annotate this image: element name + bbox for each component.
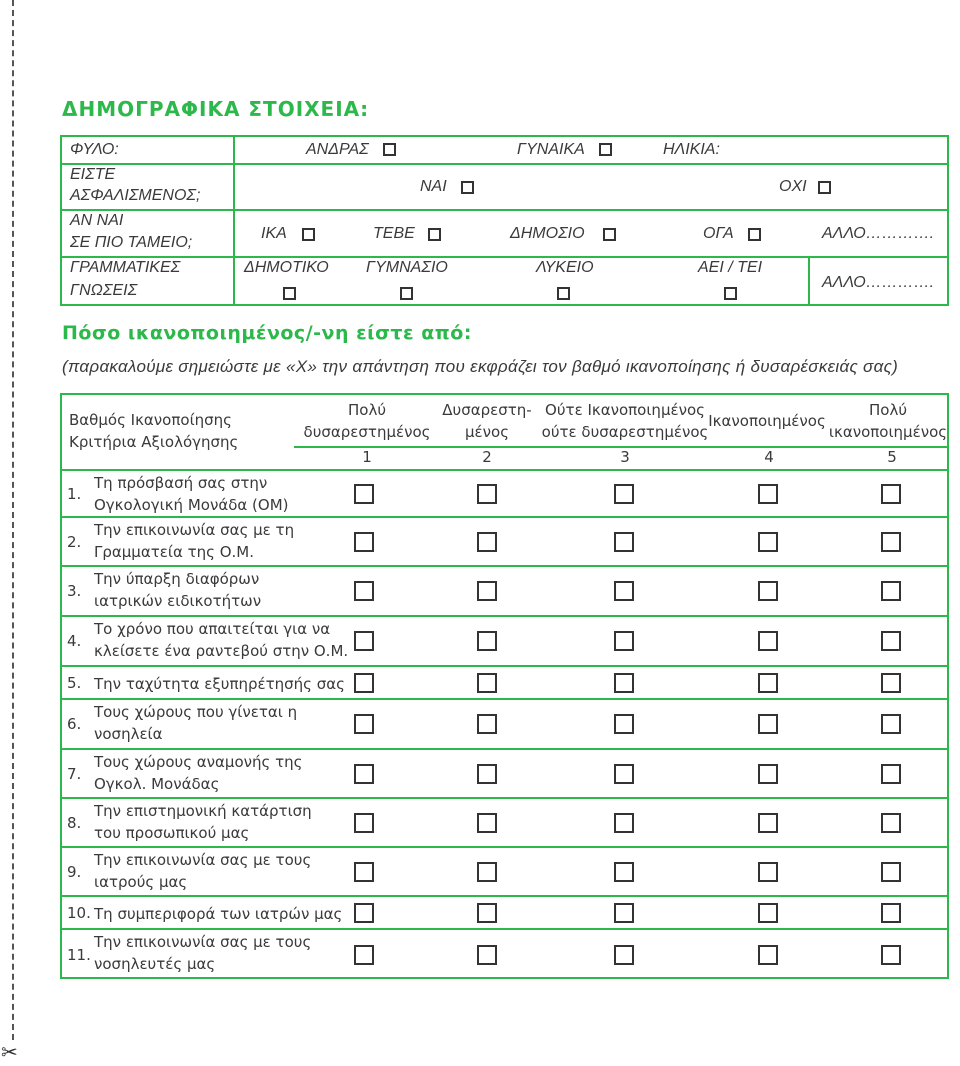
criterion-label bbox=[94, 673, 345, 695]
edu-other-label: ΑΛΛΟ…………. bbox=[822, 274, 935, 291]
rating-checkbox-1[interactable] bbox=[354, 862, 374, 882]
edu-gymnasium-label: ΓΥΜΝΑΣΙΟ bbox=[366, 259, 448, 276]
scissors-icon: ✂ bbox=[1, 1040, 18, 1064]
fund-oga-label: ΟΓΑ bbox=[703, 225, 734, 242]
rating-checkbox-4[interactable] bbox=[758, 673, 778, 693]
no-label: ΟΧΙ bbox=[779, 178, 807, 195]
male-label: ΑΝΔΡΑΣ bbox=[306, 141, 369, 158]
female-checkbox[interactable] bbox=[599, 143, 612, 156]
rating-checkbox-4[interactable] bbox=[758, 484, 778, 504]
satisfaction-title: Πόσο ικανοποιημένος/-νη είστε από: bbox=[62, 322, 472, 344]
divider bbox=[808, 256, 810, 306]
header-left-label: Βαθμός Ικανοποίησης bbox=[69, 411, 232, 429]
column-header-line: δυσαρεστημένος bbox=[303, 423, 431, 441]
criterion-label bbox=[94, 849, 311, 893]
rating-checkbox-5[interactable] bbox=[881, 631, 901, 651]
fund-tebe-checkbox[interactable] bbox=[428, 228, 441, 241]
rating-checkbox-3[interactable] bbox=[614, 673, 634, 693]
scale-1: 1 bbox=[362, 448, 372, 466]
criterion-label bbox=[94, 568, 261, 612]
insured-label-2: ΑΣΦΑΛΙΣΜΕΝΟΣ; bbox=[70, 187, 201, 204]
rating-checkbox-4[interactable] bbox=[758, 714, 778, 734]
criterion-label-line: Την επικοινωνία σας με τη bbox=[94, 521, 295, 539]
fund-public-label: ΔΗΜΟΣΙΟ bbox=[510, 225, 585, 242]
column-header-2 bbox=[432, 399, 542, 443]
criterion-label-line: ιατρούς μας bbox=[94, 873, 188, 891]
criterion-label-line: Ογκολογική Μονάδα (ΟΜ) bbox=[94, 496, 289, 514]
divider bbox=[62, 256, 947, 258]
edu-lyceum-label: ΛΥΚΕΙΟ bbox=[536, 259, 594, 276]
scale-5: 5 bbox=[887, 448, 897, 466]
criterion-label-line: Την επιστημονική κατάρτιση bbox=[94, 802, 312, 820]
yes-checkbox[interactable] bbox=[461, 181, 474, 194]
row-divider bbox=[62, 895, 947, 897]
criterion-number: 10. bbox=[67, 903, 91, 922]
rating-checkbox-4[interactable] bbox=[758, 813, 778, 833]
row-divider bbox=[62, 846, 947, 848]
rating-checkbox-1[interactable] bbox=[354, 764, 374, 784]
criterion-label bbox=[94, 800, 312, 844]
scale-2: 2 bbox=[482, 448, 492, 466]
column-header-line: Δυσαρεστη- bbox=[442, 401, 532, 419]
criterion-label-line: νοσηλεία bbox=[94, 725, 163, 743]
edu-lyceum-checkbox[interactable] bbox=[557, 287, 570, 300]
criterion-number: 4. bbox=[67, 632, 82, 650]
criterion-number: 8. bbox=[67, 813, 82, 832]
criterion-label bbox=[94, 472, 289, 516]
rating-checkbox-2[interactable] bbox=[477, 714, 497, 734]
criterion-label bbox=[94, 931, 311, 975]
fund-label-2: ΣΕ ΠΙΟ ΤΑΜΕΙΟ; bbox=[70, 234, 193, 251]
education-label-2: ΓΝΩΣΕΙΣ bbox=[70, 282, 138, 299]
rating-checkbox-4[interactable] bbox=[758, 862, 778, 882]
scale-3: 3 bbox=[620, 448, 630, 466]
scale-4: 4 bbox=[764, 448, 774, 466]
column-header-1 bbox=[287, 399, 447, 443]
rating-checkbox-1[interactable] bbox=[354, 484, 374, 504]
rating-checkbox-3[interactable] bbox=[614, 581, 634, 601]
row-divider bbox=[62, 665, 947, 667]
criterion-number: 2. bbox=[67, 532, 82, 551]
criterion-label bbox=[94, 903, 342, 925]
row-divider bbox=[62, 698, 947, 700]
criterion-label-line: Τη πρόσβασή σας στην bbox=[94, 474, 268, 492]
divider bbox=[62, 209, 947, 211]
header-left-label-2: Κριτήρια Αξιολόγησης bbox=[69, 433, 239, 451]
criterion-label-line: Το χρόνο που απαιτείται για να bbox=[94, 620, 331, 638]
criterion-label-line: Την ταχύτητα εξυπηρέτησής σας bbox=[94, 674, 345, 693]
row-divider bbox=[62, 565, 947, 567]
insured-label: ΕΙΣΤΕ bbox=[70, 166, 116, 183]
criterion-label bbox=[94, 519, 294, 563]
criterion-label bbox=[94, 751, 302, 795]
criterion-label-line: Τους χώρους που γίνεται η bbox=[94, 703, 298, 721]
rating-checkbox-4[interactable] bbox=[758, 903, 778, 923]
rating-checkbox-4[interactable] bbox=[758, 532, 778, 552]
fund-oga-checkbox[interactable] bbox=[748, 228, 761, 241]
rating-checkbox-2[interactable] bbox=[477, 532, 497, 552]
edu-primary-label: ΔΗΜΟΤΙΚΟ bbox=[244, 259, 329, 276]
rating-checkbox-3[interactable] bbox=[614, 813, 634, 833]
criterion-number: 5. bbox=[67, 673, 82, 692]
criterion-number: 11. bbox=[67, 945, 91, 964]
criterion-label-line: Την ύπαρξη διαφόρων bbox=[94, 570, 260, 588]
edu-university-checkbox[interactable] bbox=[724, 287, 737, 300]
row-divider bbox=[62, 928, 947, 930]
row-divider bbox=[62, 797, 947, 799]
rating-checkbox-3[interactable] bbox=[614, 945, 634, 965]
column-header-line: μένος bbox=[464, 423, 509, 441]
criterion-number: 7. bbox=[67, 764, 82, 783]
row-divider bbox=[62, 748, 947, 750]
rating-checkbox-3[interactable] bbox=[614, 764, 634, 784]
instruction-text: (παρακαλούμε σημειώστε με «Χ» την απάντηση που εκφράζει τον βαθμό ικανοποίησης ή δυσαρέσκειάς σας) bbox=[62, 357, 899, 376]
demographics-table bbox=[60, 135, 949, 306]
rating-checkbox-3[interactable] bbox=[614, 532, 634, 552]
criterion-label-line: Τους χώρους αναμονής της bbox=[94, 753, 303, 771]
rating-checkbox-2[interactable] bbox=[477, 673, 497, 693]
rating-checkbox-5[interactable] bbox=[881, 532, 901, 552]
rating-checkbox-5[interactable] bbox=[881, 581, 901, 601]
rating-checkbox-4[interactable] bbox=[758, 945, 778, 965]
column-header-line: ούτε δυσαρεστημένος bbox=[541, 423, 709, 441]
criterion-number: 9. bbox=[67, 862, 82, 881]
rating-checkbox-1[interactable] bbox=[354, 673, 374, 693]
rating-checkbox-3[interactable] bbox=[614, 484, 634, 504]
rating-checkbox-5[interactable] bbox=[881, 862, 901, 882]
rating-checkbox-5[interactable] bbox=[881, 764, 901, 784]
yes-label: ΝΑΙ bbox=[420, 178, 447, 195]
criterion-label-line: Γραμματεία της Ο.Μ. bbox=[94, 543, 255, 561]
education-label: ΓΡΑΜΜΑΤΙΚΕΣ bbox=[70, 259, 181, 276]
fund-label: ΑΝ ΝΑΙ bbox=[70, 212, 124, 229]
rating-checkbox-4[interactable] bbox=[758, 581, 778, 601]
rating-checkbox-1[interactable] bbox=[354, 532, 374, 552]
gender-label: ΦΥΛΟ: bbox=[70, 141, 119, 158]
fund-tebe-label: ΤΕΒΕ bbox=[373, 225, 415, 242]
rating-checkbox-5[interactable] bbox=[881, 673, 901, 693]
column-header-line: Ούτε Ικανοποιημένος bbox=[545, 401, 705, 419]
rating-checkbox-2[interactable] bbox=[477, 903, 497, 923]
rating-checkbox-1[interactable] bbox=[354, 903, 374, 923]
rating-checkbox-2[interactable] bbox=[477, 862, 497, 882]
criterion-label-line: κλείσετε ένα ραντεβού στην Ο.Μ. bbox=[94, 642, 349, 660]
age-label: ΗΛΙΚΙΑ: bbox=[663, 141, 720, 158]
edu-gymnasium-checkbox[interactable] bbox=[400, 287, 413, 300]
criterion-label-line: ιατρικών ειδικοτήτων bbox=[94, 592, 262, 610]
row-divider bbox=[62, 469, 947, 471]
rating-checkbox-2[interactable] bbox=[477, 813, 497, 833]
fund-ika-label: ΙΚΑ bbox=[261, 225, 287, 242]
criterion-label-line: Τη συμπεριφορά των ιατρών μας bbox=[94, 904, 343, 923]
rating-checkbox-3[interactable] bbox=[614, 714, 634, 734]
male-checkbox[interactable] bbox=[383, 143, 396, 156]
rating-checkbox-4[interactable] bbox=[758, 764, 778, 784]
rating-checkbox-2[interactable] bbox=[477, 764, 497, 784]
no-checkbox[interactable] bbox=[818, 181, 831, 194]
rating-checkbox-5[interactable] bbox=[881, 484, 901, 504]
rating-checkbox-2[interactable] bbox=[477, 581, 497, 601]
column-header-line: ικανοποιημένος bbox=[828, 423, 948, 441]
divider bbox=[233, 137, 235, 306]
satisfaction-table bbox=[60, 393, 949, 979]
rating-checkbox-5[interactable] bbox=[881, 714, 901, 734]
female-label: ΓΥΝΑΙΚΑ bbox=[517, 141, 585, 158]
rating-checkbox-1[interactable] bbox=[354, 945, 374, 965]
rating-checkbox-1[interactable] bbox=[354, 714, 374, 734]
criterion-label-line: του προσωπικού μας bbox=[94, 824, 250, 842]
edu-university-label: ΑΕΙ / ΤΕΙ bbox=[698, 259, 763, 276]
column-header-5 bbox=[828, 399, 948, 443]
criterion-number: 6. bbox=[67, 715, 82, 733]
criterion-label-line: Την επικοινωνία σας με τους bbox=[94, 851, 312, 869]
rating-checkbox-5[interactable] bbox=[881, 903, 901, 923]
fund-public-checkbox[interactable] bbox=[603, 228, 616, 241]
rating-checkbox-5[interactable] bbox=[881, 945, 901, 965]
criterion-label-line: Ογκολ. Μονάδας bbox=[94, 775, 220, 793]
column-header-4 bbox=[707, 410, 827, 432]
rating-checkbox-4[interactable] bbox=[758, 631, 778, 651]
row-divider bbox=[62, 615, 947, 617]
rating-checkbox-3[interactable] bbox=[614, 862, 634, 882]
rating-checkbox-3[interactable] bbox=[614, 631, 634, 651]
rating-checkbox-5[interactable] bbox=[881, 813, 901, 833]
criterion-label-line: Την επικοινωνία σας με τους bbox=[94, 933, 312, 951]
rating-checkbox-2[interactable] bbox=[477, 484, 497, 504]
criterion-label bbox=[94, 618, 348, 662]
demographics-title: ΔΗΜΟΓΡΑΦΙΚΑ ΣΤΟΙΧΕΙΑ: bbox=[62, 97, 370, 121]
criterion-label bbox=[94, 701, 297, 745]
criterion-number: 1. bbox=[67, 484, 82, 503]
divider bbox=[62, 163, 947, 165]
fund-ika-checkbox[interactable] bbox=[302, 228, 315, 241]
column-header-line: Πολύ bbox=[868, 401, 907, 419]
rating-checkbox-2[interactable] bbox=[477, 945, 497, 965]
rating-checkbox-1[interactable] bbox=[354, 631, 374, 651]
rating-checkbox-2[interactable] bbox=[477, 631, 497, 651]
column-header-line: Πολύ bbox=[347, 401, 386, 419]
fund-other-label: ΑΛΛΟ…………. bbox=[822, 225, 935, 242]
edu-primary-checkbox[interactable] bbox=[283, 287, 296, 300]
cut-line bbox=[12, 0, 14, 1040]
criterion-label-line: νοσηλευτές μας bbox=[94, 955, 216, 973]
rating-checkbox-3[interactable] bbox=[614, 903, 634, 923]
row-divider bbox=[62, 516, 947, 518]
column-header-line: Ικανοποιημένος bbox=[708, 412, 826, 430]
column-header-3 bbox=[540, 399, 710, 443]
criterion-number: 3. bbox=[67, 582, 82, 600]
rating-checkbox-1[interactable] bbox=[354, 581, 374, 601]
rating-checkbox-1[interactable] bbox=[354, 813, 374, 833]
